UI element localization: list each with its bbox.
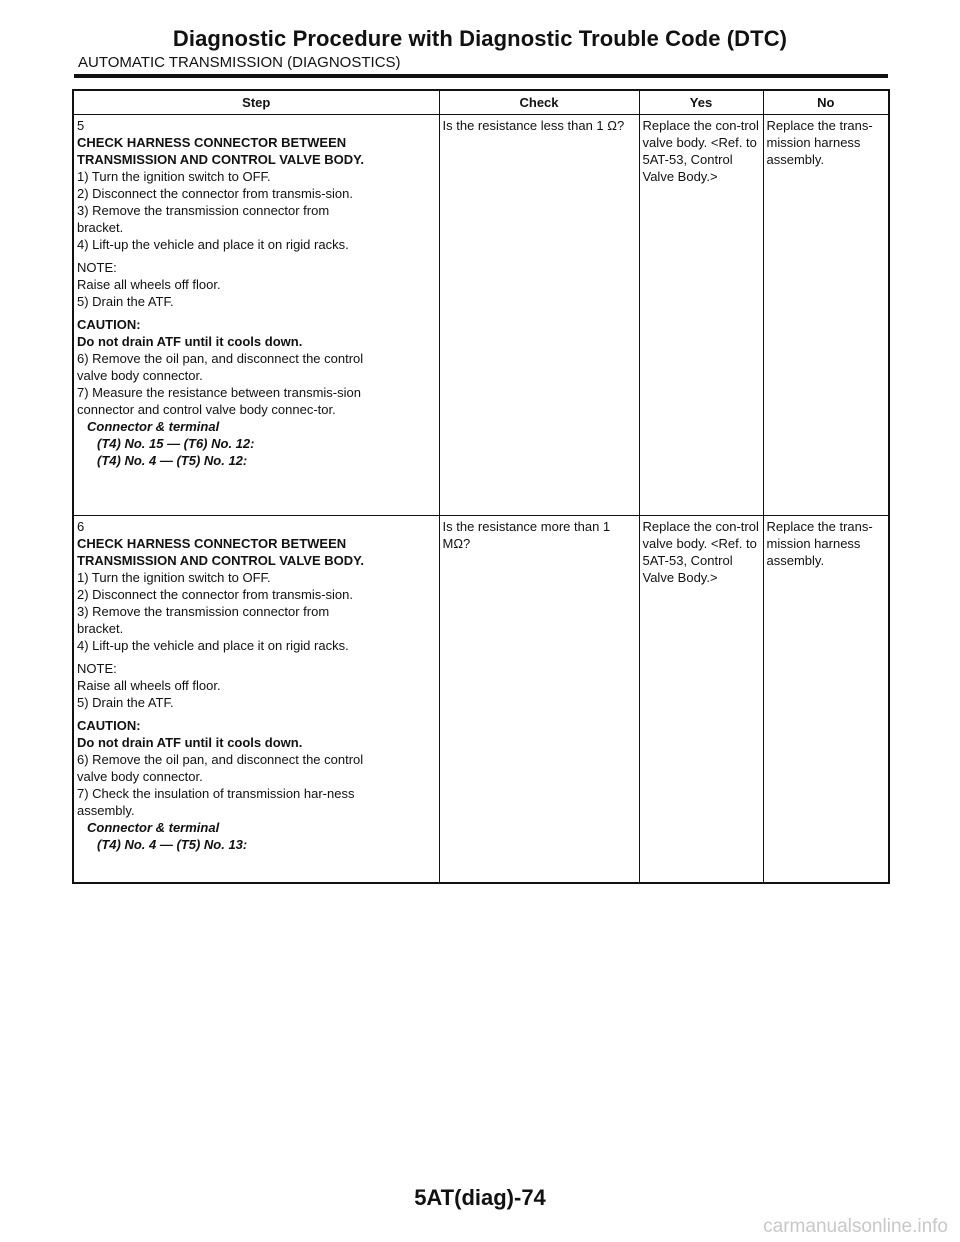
step-instruction: 3) Remove the transmission connector from bracket. [77,203,330,235]
diagnostic-table [72,89,890,884]
step-number: 5 [77,118,85,133]
connector-label: Connector & terminal [87,419,220,434]
connector-label: Connector & terminal [87,820,220,835]
note-label: NOTE: [77,661,117,676]
step-instruction: 2) Disconnect the connector from transmis-sion. [77,587,353,602]
step-cell [73,516,439,883]
connector-terminal: (T4) No. 4 — (T5) No. 13: [97,837,248,852]
page-number: 5AT(diag)-74 [414,1185,546,1210]
step-body [77,134,367,469]
step-instruction: 4) Lift-up the vehicle and place it on rigid racks. [77,237,349,252]
step-instruction: 5) Drain the ATF. [77,294,174,309]
connector-terminal: (T4) No. 4 — (T5) No. 12: [97,453,248,468]
yes-cell: Replace the con-trol valve body. <Ref. to 5AT-53, Control Valve Body.> [639,115,763,516]
step-title: CHECK HARNESS CONNECTOR BETWEEN TRANSMISSION AND CONTROL VALVE BODY. [77,135,364,167]
check-cell: Is the resistance less than 1 Ω? [439,115,639,516]
column-header-yes: Yes [639,90,763,115]
step-instruction: 7) Check the insulation of transmission har-ness assembly. [77,786,355,818]
no-cell: Replace the trans-mission harness assembly. [763,115,889,516]
step-instruction: 3) Remove the transmission connector from bracket. [77,604,330,636]
page-title: Diagnostic Procedure with Diagnostic Trouble Code (DTC) [172,26,788,51]
step-title: CHECK HARNESS CONNECTOR BETWEEN TRANSMISSION AND CONTROL VALVE BODY. [77,536,364,568]
connector-terminal: (T4) No. 15 — (T6) No. 12: [97,436,255,451]
step-instruction: 7) Measure the resistance between transmis-sion connector and control valve body connec-tor. [77,385,361,417]
caution-text: Do not drain ATF until it cools down. [77,735,303,750]
column-header-check: Check [439,90,639,115]
column-header-no: No [763,90,889,115]
table-row [73,115,889,516]
step-instruction: 5) Drain the ATF. [77,695,174,710]
step-body [77,535,367,853]
caution-text: Do not drain ATF until it cools down. [77,334,303,349]
section-title: AUTOMATIC TRANSMISSION (DIAGNOSTICS) [78,54,401,71]
note-text: Raise all wheels off floor. [77,277,221,292]
caution-label: CAUTION: [77,317,141,332]
note-text: Raise all wheels off floor. [77,678,221,693]
table-header-row [73,90,889,115]
column-header-step: Step [73,90,439,115]
step-instruction: 6) Remove the oil pan, and disconnect the control valve body connector. [77,351,364,383]
step-instruction: 6) Remove the oil pan, and disconnect the control valve body connector. [77,752,364,784]
caution-label: CAUTION: [77,718,141,733]
header-rule [74,74,888,78]
step-instruction: 2) Disconnect the connector from transmis-sion. [77,186,353,201]
step-cell [73,115,439,516]
note-label: NOTE: [77,260,117,275]
yes-cell: Replace the con-trol valve body. <Ref. to 5AT-53, Control Valve Body.> [639,516,763,883]
step-number: 6 [77,519,85,534]
step-instruction: 1) Turn the ignition switch to OFF. [77,169,271,184]
step-instruction: 4) Lift-up the vehicle and place it on rigid racks. [77,638,349,653]
table-row [73,516,889,883]
watermark: carmanualsonline.info [763,1216,948,1237]
check-cell: Is the resistance more than 1 MΩ? [439,516,639,883]
no-cell: Replace the trans-mission harness assembly. [763,516,889,883]
step-instruction: 1) Turn the ignition switch to OFF. [77,570,271,585]
